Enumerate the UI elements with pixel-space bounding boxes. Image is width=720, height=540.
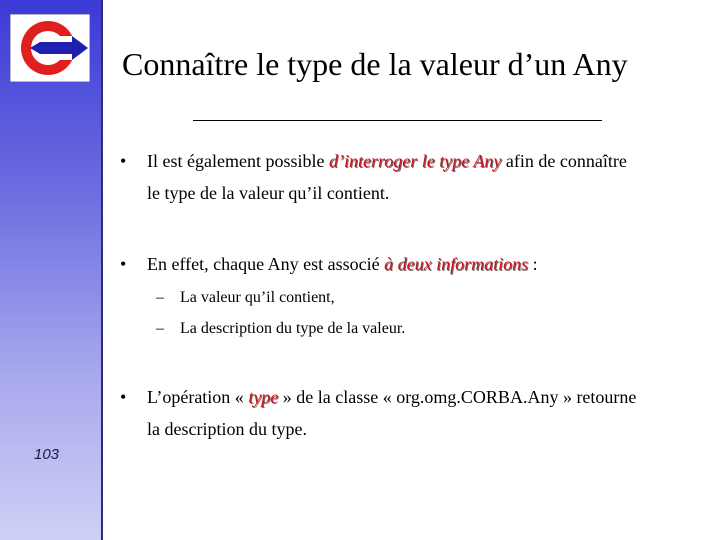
text: » de la classe « org.omg.CORBA.Any » retourne bbox=[278, 387, 637, 407]
dash-glyph: – bbox=[156, 289, 164, 306]
text: L’opération « bbox=[147, 387, 249, 407]
title-underline bbox=[193, 120, 602, 121]
bullet-3-line-2: la description du type. bbox=[147, 419, 307, 439]
emphasis-text: à deux informations bbox=[384, 254, 529, 274]
bullet-1-line-2: le type de la valeur qu’il contient. bbox=[147, 183, 390, 203]
bullet-1 bbox=[120, 145, 707, 209]
bullet-glyph: • bbox=[120, 151, 127, 171]
bullet-2 bbox=[120, 248, 707, 280]
bullet-glyph: • bbox=[120, 254, 127, 274]
text: : bbox=[528, 254, 538, 274]
subitem-2 bbox=[156, 318, 406, 340]
slide-title: Connaître le type de la valeur d’un Any bbox=[122, 46, 628, 82]
bullet-glyph: • bbox=[120, 387, 127, 407]
logo bbox=[10, 14, 90, 82]
page-number: 103 bbox=[34, 446, 60, 463]
dash-glyph: – bbox=[156, 320, 164, 337]
bullet-2-line-1 bbox=[147, 248, 707, 280]
bullet-3 bbox=[120, 381, 713, 445]
bullet-1-line-1 bbox=[147, 145, 707, 177]
subitem-text: La description du type de la valeur. bbox=[180, 320, 406, 337]
logo-icon bbox=[10, 14, 90, 82]
emphasis-text: d’interroger le type Any bbox=[328, 151, 502, 171]
subitem-1 bbox=[156, 287, 335, 309]
text: afin de connaître bbox=[501, 151, 627, 171]
subitem-text: La valeur qu’il contient, bbox=[180, 289, 335, 306]
emphasis-text: type bbox=[248, 387, 279, 407]
text: Il est également possible bbox=[147, 151, 329, 171]
bullet-3-line-1 bbox=[147, 381, 713, 413]
text: En effet, chaque Any est associé bbox=[147, 254, 385, 274]
